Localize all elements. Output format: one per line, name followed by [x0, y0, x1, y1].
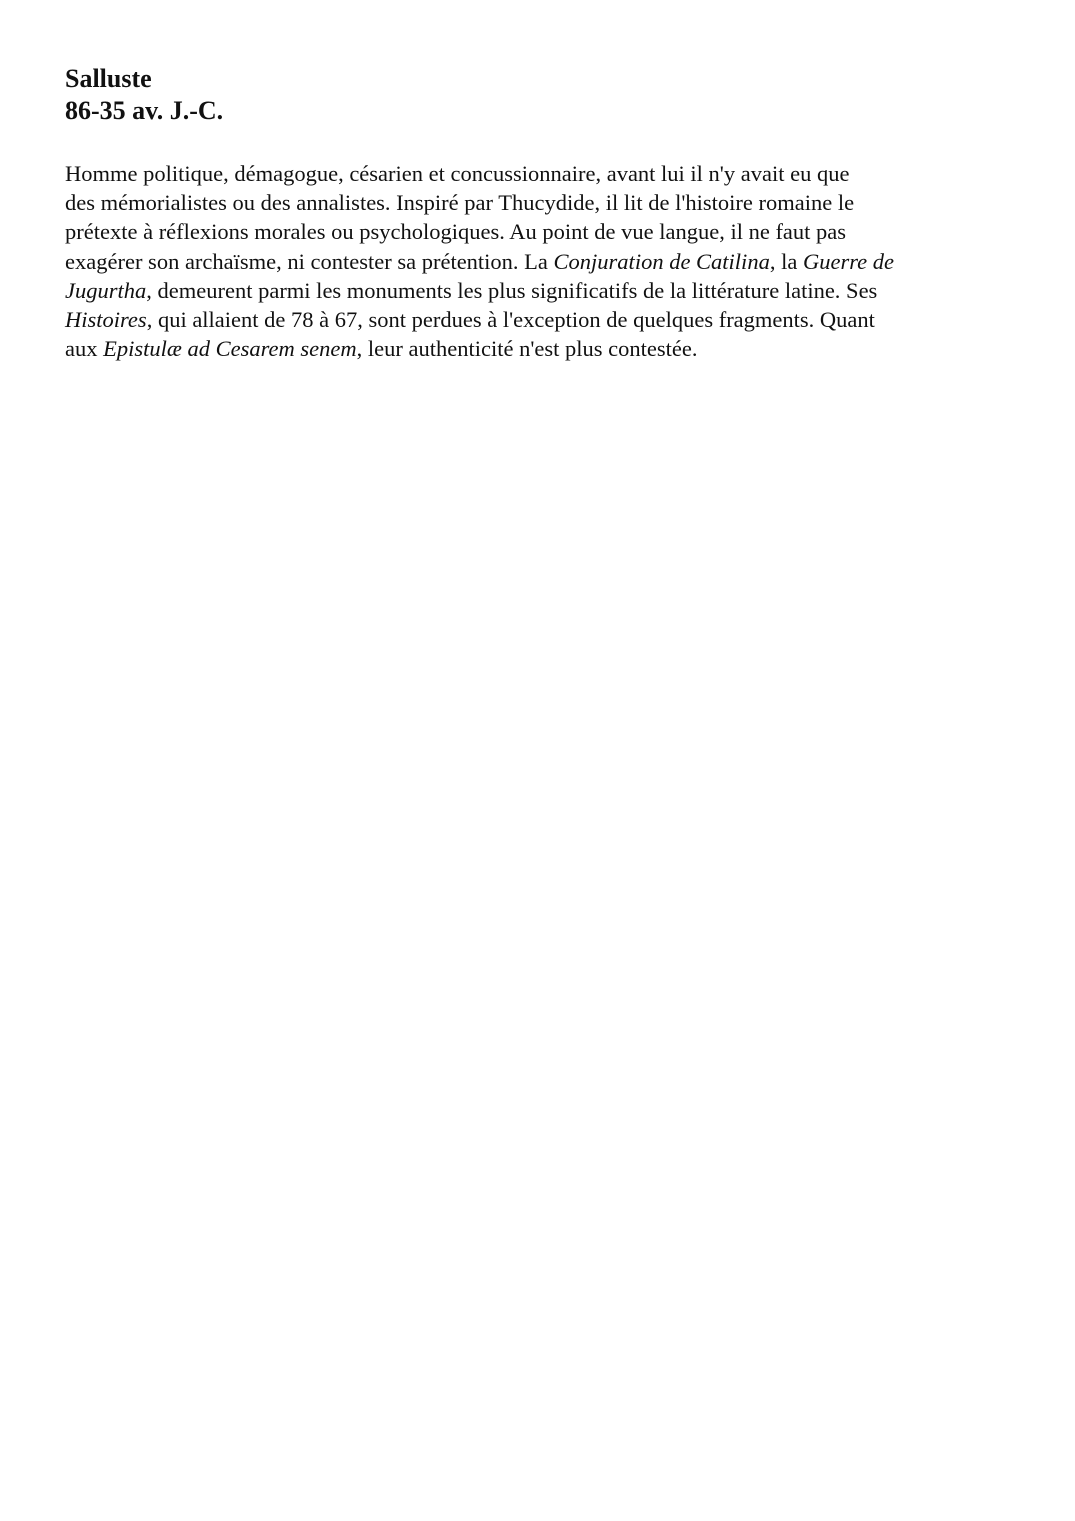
work-title-epistulae: Epistulæ ad Cesarem senem [103, 336, 357, 362]
text-segment: , qui allaient de 78 à 67, sont perdues à l'exception de quelques fragments. Quant [146, 307, 875, 333]
author-dates: 86-35 av. J.-C. [65, 96, 224, 125]
text-segment: exagérer son archaïsme, ni contester sa prétention. La [65, 248, 554, 274]
paragraph-line [65, 247, 1025, 276]
paragraph-line [65, 159, 1025, 188]
text-segment: des mémorialistes ou des annalistes. Inspiré par Thucydide, il lit de l'histoire romaine le [65, 190, 855, 216]
author-name: Salluste [65, 64, 152, 93]
paragraph-line [65, 276, 1025, 305]
work-title-conjuration-de-catilina: Conjuration de Catilina [553, 248, 770, 274]
text-segment: , leur authenticité n'est plus contestée. [356, 336, 698, 362]
work-title-guerre-de-jugurtha-part2: Jugurtha [65, 277, 147, 303]
text-segment: prétexte à réflexions morales ou psychologiques. Au point de vue langue, il ne faut pas [65, 219, 847, 245]
work-title-guerre-de-jugurtha-part1: Guerre de [802, 248, 894, 274]
document-page [65, 63, 1025, 363]
paragraph-line [65, 188, 1025, 217]
text-segment: , demeurent parmi les monuments les plus significatifs de la littérature latine. Ses [146, 277, 878, 303]
paragraph-line [65, 334, 1025, 363]
biography-paragraph [65, 159, 1025, 363]
paragraph-line [65, 217, 1025, 246]
text-segment: , la [769, 248, 803, 274]
text-segment: Homme politique, démagogue, césarien et concussionnaire, avant lui il n'y avait eu que [65, 161, 850, 186]
document-heading [65, 63, 1025, 127]
paragraph-line [65, 305, 1025, 334]
text-segment: aux [65, 336, 104, 362]
work-title-histoires: Histoires [65, 307, 147, 333]
